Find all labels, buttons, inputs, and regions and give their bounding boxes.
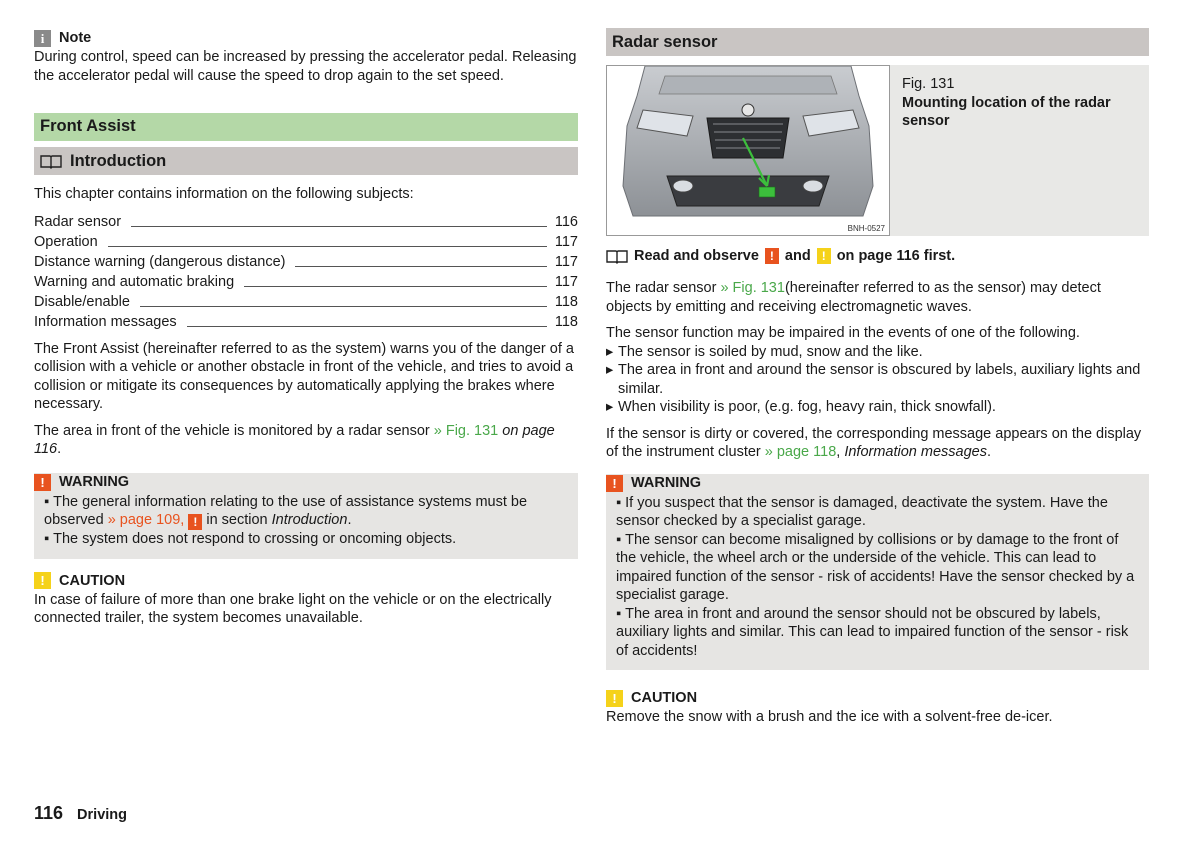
footer-section: Driving <box>77 807 127 823</box>
warning-item: ▪ If you suspect that the sensor is damaged, deactivate the system. Have the sensor checked by a specialist garage. <box>616 494 1139 531</box>
text-span: in section <box>202 512 272 528</box>
toc-page: 118 <box>554 314 578 330</box>
introduction-italic: Introduction <box>271 512 348 528</box>
toc-row[interactable] <box>34 272 578 292</box>
caution-header <box>606 688 1149 708</box>
sensor-impair-text: The sensor function may be impaired in the events of one of the following. <box>606 325 1080 341</box>
subsection-header-introduction <box>34 147 578 175</box>
fig-131-link[interactable]: » Fig. 131 <box>433 422 499 439</box>
toc-leader <box>108 246 547 247</box>
warning-item: ▪ The system does not respond to crossing or oncoming objects. <box>44 530 568 549</box>
toc-title: Distance warning (dangerous distance) <box>34 254 286 270</box>
subsection-title: Introduction <box>70 151 167 170</box>
read-and-observe <box>606 246 1149 266</box>
list-item: ▸ The sensor is soiled by mud, snow and the like. <box>606 343 1149 362</box>
text-span: The area in front of the vehicle is monitored by a radar sensor <box>34 422 434 439</box>
exclamation-icon: ! <box>606 475 623 492</box>
book-icon <box>40 154 62 169</box>
warning-label: WARNING <box>631 475 702 492</box>
warning-header <box>606 474 1139 494</box>
car-illustration <box>607 66 889 235</box>
toc-row[interactable] <box>34 232 578 252</box>
toc-page: 117 <box>554 254 578 270</box>
caution-label: CAUTION <box>631 689 698 706</box>
dirty-sensor-text <box>606 425 1149 462</box>
radar-sensor-text <box>606 279 1149 316</box>
toc-page: 117 <box>554 234 578 250</box>
exclamation-icon: ! <box>765 248 779 264</box>
toc-row[interactable] <box>34 312 578 332</box>
warning-item <box>44 493 568 531</box>
warning-item: ▪ The area in front and around the sensor should not be obscured by labels, auxiliary lights and similar. This can lead to impaired function of the sensor - risk of accidents! <box>616 605 1139 661</box>
section-title-radar-sensor <box>606 28 1149 56</box>
intro-text: This chapter contains information on the following subjects: <box>34 186 414 202</box>
text-span: The general information relating to the use of assistance systems must be observed <box>44 493 528 528</box>
note-text: During control, speed can be increased by pressing the accelerator pedal. Releasing the accelerator pedal will cause the speed to drop again to the set speed. <box>34 49 577 84</box>
warning-box <box>606 474 1149 671</box>
book-icon <box>606 249 628 264</box>
figure-caption <box>890 65 1149 236</box>
text-span: The radar sensor <box>606 280 721 296</box>
toc-page: 118 <box>554 294 578 310</box>
toc-title: Radar sensor <box>34 214 122 230</box>
right-column <box>606 28 1149 735</box>
page-118-link[interactable]: » page 118 <box>764 444 837 460</box>
list-item: ▸ When visibility is poor, (e.g. fog, heavy rain, thick snowfall). <box>606 398 1149 417</box>
figure-code: BNH-0527 <box>847 224 885 233</box>
warning-item: ▪ The sensor can become misaligned by collisions or by damage to the front of the vehicle, the wheel arch or the underside of the vehicle. This can lead to impaired function of the sensor - risk of accidents! Have the sensor checked by a specialist garage. <box>616 531 1139 605</box>
text-span: on page 116 first. <box>836 247 956 264</box>
figure-131 <box>606 65 1149 236</box>
warning-label: WARNING <box>59 474 130 491</box>
toc-title: Warning and automatic braking <box>34 274 235 290</box>
radar-monitor-text <box>34 422 578 459</box>
page-109-link[interactable]: » page 109, <box>107 512 185 528</box>
text-span: . <box>347 512 352 528</box>
caution-text: In case of failure of more than one brake light on the vehicle or on the electrically connected trailer, the system becomes unavailable. <box>34 591 552 627</box>
exclamation-icon: ! <box>188 514 202 530</box>
exclamation-icon: ! <box>34 572 51 589</box>
warning-header <box>34 473 568 493</box>
info-messages-italic: Information messages <box>844 444 987 460</box>
section-title-text: Radar sensor <box>612 32 718 51</box>
toc-row[interactable] <box>34 212 578 232</box>
toc-list <box>34 212 578 332</box>
toc-leader <box>187 326 547 327</box>
impair-list <box>606 343 1149 417</box>
car-front-image <box>606 65 890 236</box>
toc-row[interactable] <box>34 292 578 312</box>
toc-title: Information messages <box>34 314 177 330</box>
text-span: If the sensor is dirty or covered, the corresponding message appears on the display of the instrument cluster <box>606 425 1142 460</box>
figure-title: Mounting location of the radar sensor <box>902 94 1111 129</box>
caution-header <box>34 571 578 591</box>
text-span: Read and observe <box>634 247 759 264</box>
toc-row[interactable] <box>34 252 578 272</box>
toc-leader <box>295 266 546 267</box>
exclamation-icon: ! <box>606 690 623 707</box>
text-span: and <box>784 247 811 264</box>
toc-leader <box>140 306 547 307</box>
figure-number: Fig. 131 <box>902 76 955 92</box>
front-assist-description: The Front Assist (hereinafter referred to as the system) warns you of the danger of a collision with a vehicle or another obstacle in front of the vehicle, and tries to avoid a collision or mitigate its consequences by automatically applying the brakes where necessary. <box>34 340 574 412</box>
fig-131-link[interactable]: » Fig. 131 <box>720 280 785 296</box>
info-icon: i <box>34 30 51 47</box>
left-column <box>34 28 578 636</box>
page-ref-italic: on page 116 <box>34 422 555 457</box>
exclamation-icon: ! <box>34 474 51 491</box>
text-span: , <box>836 444 845 460</box>
text-span: . <box>986 444 992 460</box>
toc-title: Disable/enable <box>34 294 130 310</box>
note-header <box>34 28 578 48</box>
toc-leader <box>244 286 547 287</box>
page-footer <box>34 804 127 825</box>
caution-text: Remove the snow with a brush and the ice with a solvent-free de-icer. <box>606 709 1053 725</box>
toc-title: Operation <box>34 234 98 250</box>
exclamation-icon: ! <box>817 248 831 264</box>
toc-page: 116 <box>554 214 578 230</box>
caution-label: CAUTION <box>59 572 126 589</box>
text-span: (hereinafter referred to as the sensor) may detect objects by emitting and receiving electromagnetic waves. <box>606 280 1101 315</box>
section-title-front-assist: Front Assist <box>34 113 578 141</box>
note-label: Note <box>59 29 92 46</box>
toc-leader <box>131 226 547 227</box>
warning-box <box>34 473 578 559</box>
toc-page: 117 <box>554 274 578 290</box>
list-item: ▸ The area in front and around the sensor is obscured by labels, auxiliary lights and similar. <box>606 361 1149 398</box>
page-number: 116 <box>34 803 64 823</box>
text-span: . <box>57 441 62 457</box>
